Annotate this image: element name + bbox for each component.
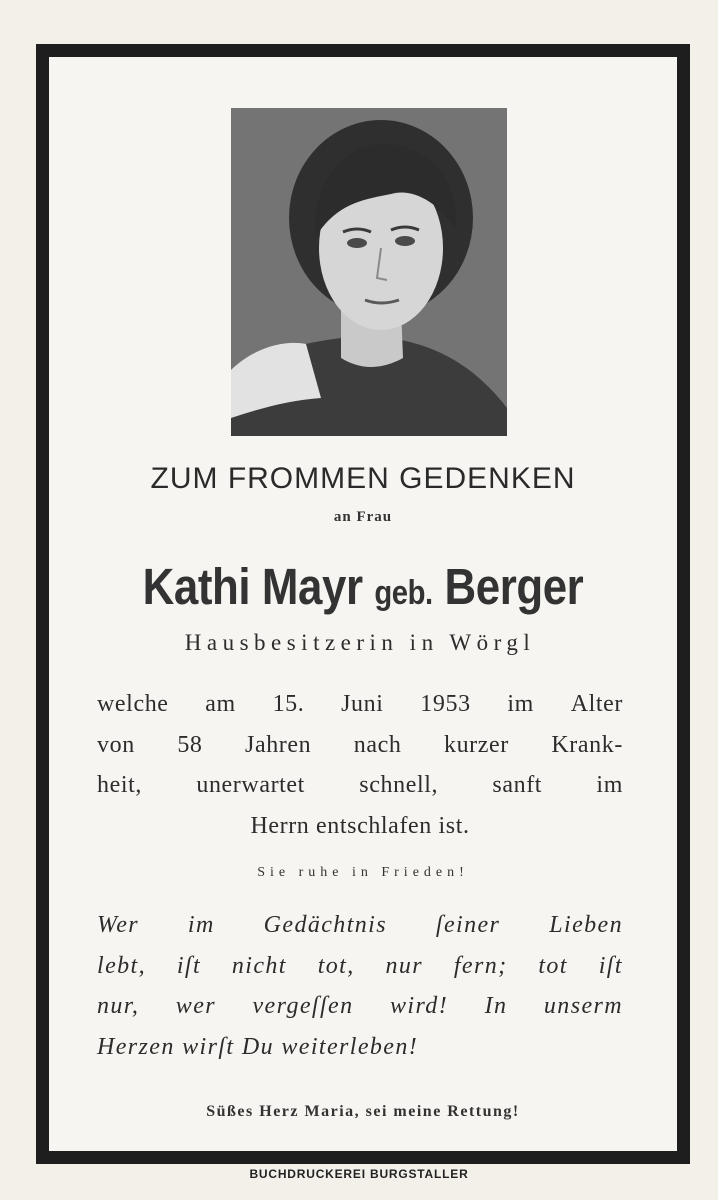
name-main: Kathi Mayr <box>142 558 363 615</box>
prayer-line: Süßes Herz Maria, sei meine Rettung! <box>206 1103 520 1120</box>
heading-title: ZUM FROMMEN GEDENKEN <box>150 462 576 495</box>
obituary-paragraph <box>97 684 623 846</box>
name-maiden: Berger <box>444 558 584 615</box>
portrait-photo <box>231 108 507 436</box>
poem-verse <box>97 905 623 1067</box>
name-geb: geb. <box>374 574 433 612</box>
memorial-card <box>36 44 690 1164</box>
obituary-line: welche am 15. Juni 1953 im Alter <box>97 691 623 717</box>
obituary-line: Herrn entschlafen ist. <box>250 812 470 839</box>
obituary-line: von 58 Jahren nach kurzer Krank- <box>97 731 623 758</box>
poem-line: nur, wer vergeſſen wird! In unserm <box>97 993 623 1019</box>
poem-line: Herzen wirſt Du weiterleben! <box>97 1033 419 1060</box>
rest-in-peace: Sie ruhe in Frieden! <box>257 865 469 880</box>
printer-imprint: BUCHDRUCKEREI BURGSTALLER <box>249 1167 469 1181</box>
occupation-line: Hausbesitzerin in Wörgl <box>184 630 536 655</box>
deceased-name <box>93 557 633 616</box>
poem-line: lebt, iſt nicht tot, nur fern; tot iſt <box>97 952 623 979</box>
obituary-line: heit, unerwartet schnell, sanft im <box>97 772 623 798</box>
salutation: an Frau <box>333 509 393 525</box>
poem-line: Wer im Gedächtnis ſeiner Lieben <box>97 912 623 938</box>
